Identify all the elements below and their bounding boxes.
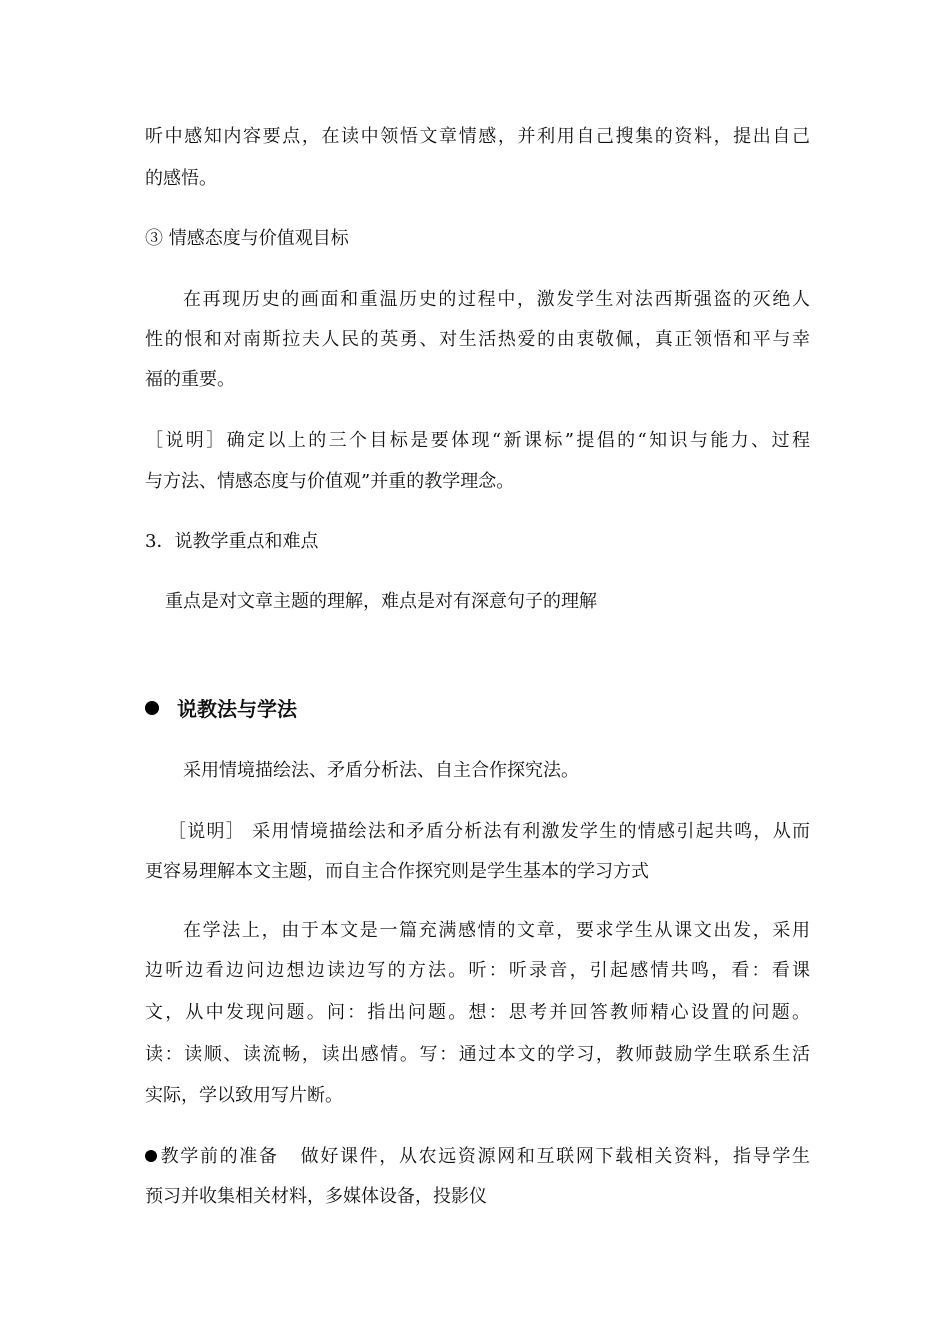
methods-line-1: 采用情境描绘法、矛盾分析法、自主合作探究法。 (183, 760, 579, 781)
intro-line-2: 的感悟。 (145, 168, 217, 189)
note1-line-1: ［说明］确定以上的三个目标是要体现“新课标”提倡的“知识与能力、过程 (145, 430, 810, 451)
preparation-line-1 (145, 1146, 810, 1168)
methods-note-line-1: ［说明］ 采用情境描绘法和矛盾分析法有利激发学生的情感引起共鸣，从而 (168, 821, 810, 842)
note1-line-2: 与方法、情感态度与价值观”并重的教学理念。 (145, 471, 515, 492)
methods-note-line-2: 更容易理解本文主题，而自主合作探究则是学生基本的学习方式 (145, 861, 649, 882)
study-line-4: 读：读顺、读流畅，读出感情。写：通过本文的学习，教师鼓励学生联系生活 (145, 1044, 810, 1065)
study-line-3: 文，从中发现问题。问：指出问题。想：思考并回答教师精心设置的问题。 (145, 1002, 810, 1023)
goal3-body-line-2: 性的恨和对南斯拉夫人民的英勇、对生活热爱的由衷敬佩，真正领悟和平与幸 (145, 329, 810, 350)
study-line-2: 边听边看边问边想边读边写的方法。听：听录音，引起感情共鸣，看：看课 (145, 960, 810, 981)
preparation-text-1: 教学前的准备 做好课件，从农远资源网和互联网下载相关资料，指导学生 (159, 1146, 810, 1167)
study-line-1: 在学法上，由于本文是一篇充满感情的文章，要求学生从课文出发，采用 (183, 920, 810, 941)
goal3-body-line-3: 福的重要。 (145, 369, 235, 390)
section3-body: 重点是对文章主题的理解，难点是对有深意句子的理解 (165, 591, 597, 612)
section3-title: 3．说教学重点和难点 (145, 531, 319, 552)
intro-line-1: 听中感知内容要点，在读中领悟文章情感，并利用自己搜集的资料，提出自己 (145, 126, 810, 147)
bullet-icon (145, 701, 159, 715)
preparation-line-2: 预习并收集相关材料，多媒体设备，投影仪 (145, 1186, 487, 1207)
goal3-body-line-1: 在再现历史的画面和重温历史的过程中，激发学生对法西斯强盗的灭绝人 (183, 289, 810, 310)
bullet-icon (145, 1150, 157, 1162)
methods-heading-text: 说教法与学法 (177, 697, 297, 721)
goal3-title: ③ 情感态度与价值观目标 (145, 228, 349, 249)
methods-heading (145, 697, 297, 721)
study-line-5: 实际，学以致用写片断。 (145, 1085, 343, 1106)
